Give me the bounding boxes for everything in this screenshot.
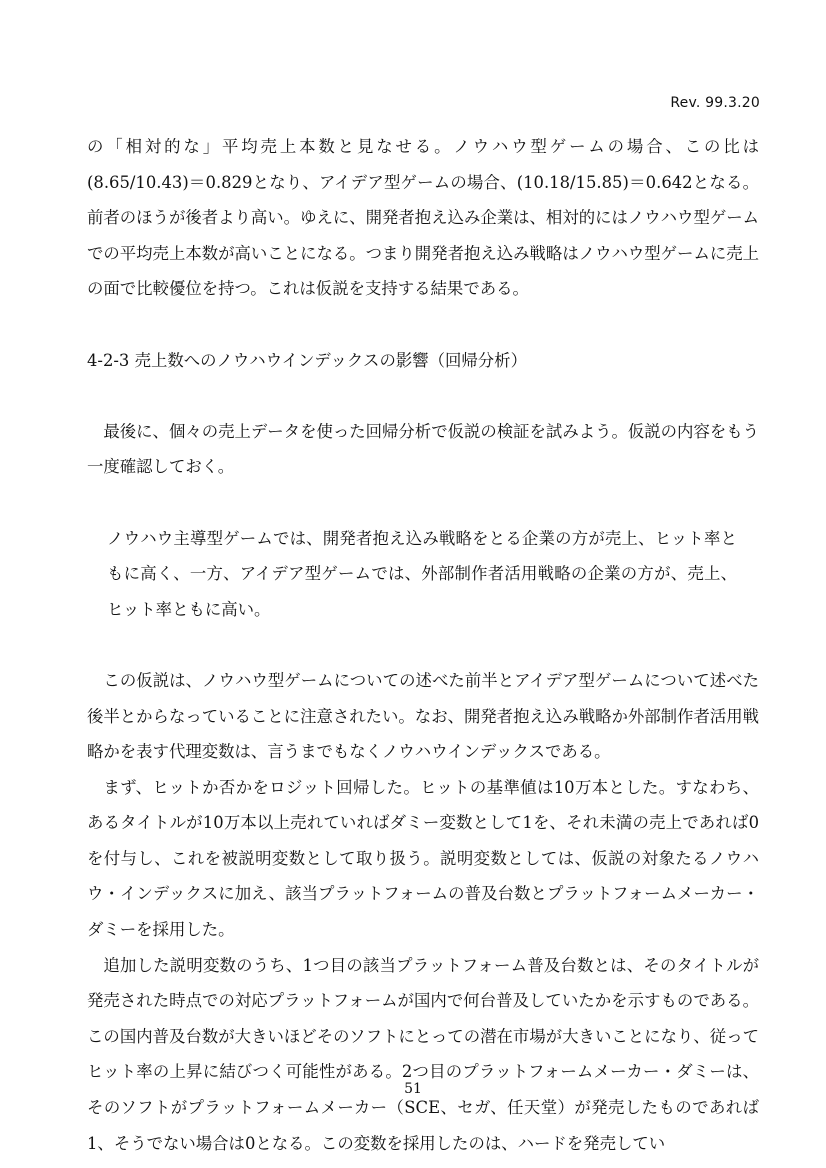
paragraph-5: 追加した説明変数のうち、1つ目の該当プラットフォーム普及台数とは、そのタイトルが発売された時点での対応プラットフォームが国内で何台普及していたかを示すものである。この国内普及台数が大きいほどそのソフトにとっての潜在市場が大きいことになり、従ってヒット率の上昇に結びつく可能性がある。2つ目のプラットフォームメーカー・ダミーは、そのソフトがプラットフォームメーカー（SCE、セガ、任天堂）が発売したものであれば1、そうでない場合は0となる。この変数を採用したのは、ハードを発売してい <box>87 955 759 1153</box>
paragraph-1: の「相対的な」平均売上本数と見なせる。ノウハウ型ゲームの場合、この比は(8.65/10.43)＝0.829となり、アイデア型ゲームの場合、(10.18/15.85)＝0.642となる。前者のほうが後者より高い。ゆえに、開発者抱え込み企業は、相対的にはノウハウ型ゲームでの平均売上本数が高いことになる。つまり開発者抱え込み戦略はノウハウ型ゲームに売上の面で比較優位を持つ。これは仮説を支持する結果である。 <box>87 137 760 299</box>
spacer <box>87 627 759 663</box>
body-text <box>87 129 759 1161</box>
paragraph-3: この仮説は、ノウハウ型ゲームについての述べた前半とアイデア型ゲームについて述べた後半とからなっていることに注意されたい。なお、開発者抱え込み戦略か外部制作者活用戦略かを表す代理変数は、言うまでもなくノウハウインデックスである。 <box>87 670 760 762</box>
paragraph-2: 最後に、個々の売上データを使った回帰分析で仮説の検証を試みよう。仮説の内容をもう一度確認しておく。 <box>87 421 760 477</box>
hypothesis-block: ノウハウ主導型ゲームでは、開発者抱え込み戦略をとる企業の方が売上、ヒット率ともに高く、一方、アイデア型ゲームでは、外部制作者活用戦略の企業の方が、売上、ヒット率ともに高い。 <box>107 528 737 619</box>
revision-label: Rev. 99.3.20 <box>670 95 760 111</box>
spacer <box>87 485 759 521</box>
page-number: 51 <box>404 1081 422 1097</box>
section-heading: 4-2-3 売上数へのノウハウインデックスの影響（回帰分析） <box>87 350 527 370</box>
spacer <box>87 307 759 343</box>
paragraph-4: まず、ヒットか否かをロジット回帰した。ヒットの基準値は10万本とした。すなわち、あるタイトルが10万本以上売れていればダミー変数として1を、それ未満の売上であれば0を付与し、これを被説明変数として取り扱う。説明変数としては、仮説の対象たるノウハウ・インデックスに加え、該当プラットフォームの普及台数とプラットフォームメーカー・ダミーを採用した。 <box>87 777 759 940</box>
spacer <box>87 378 759 414</box>
